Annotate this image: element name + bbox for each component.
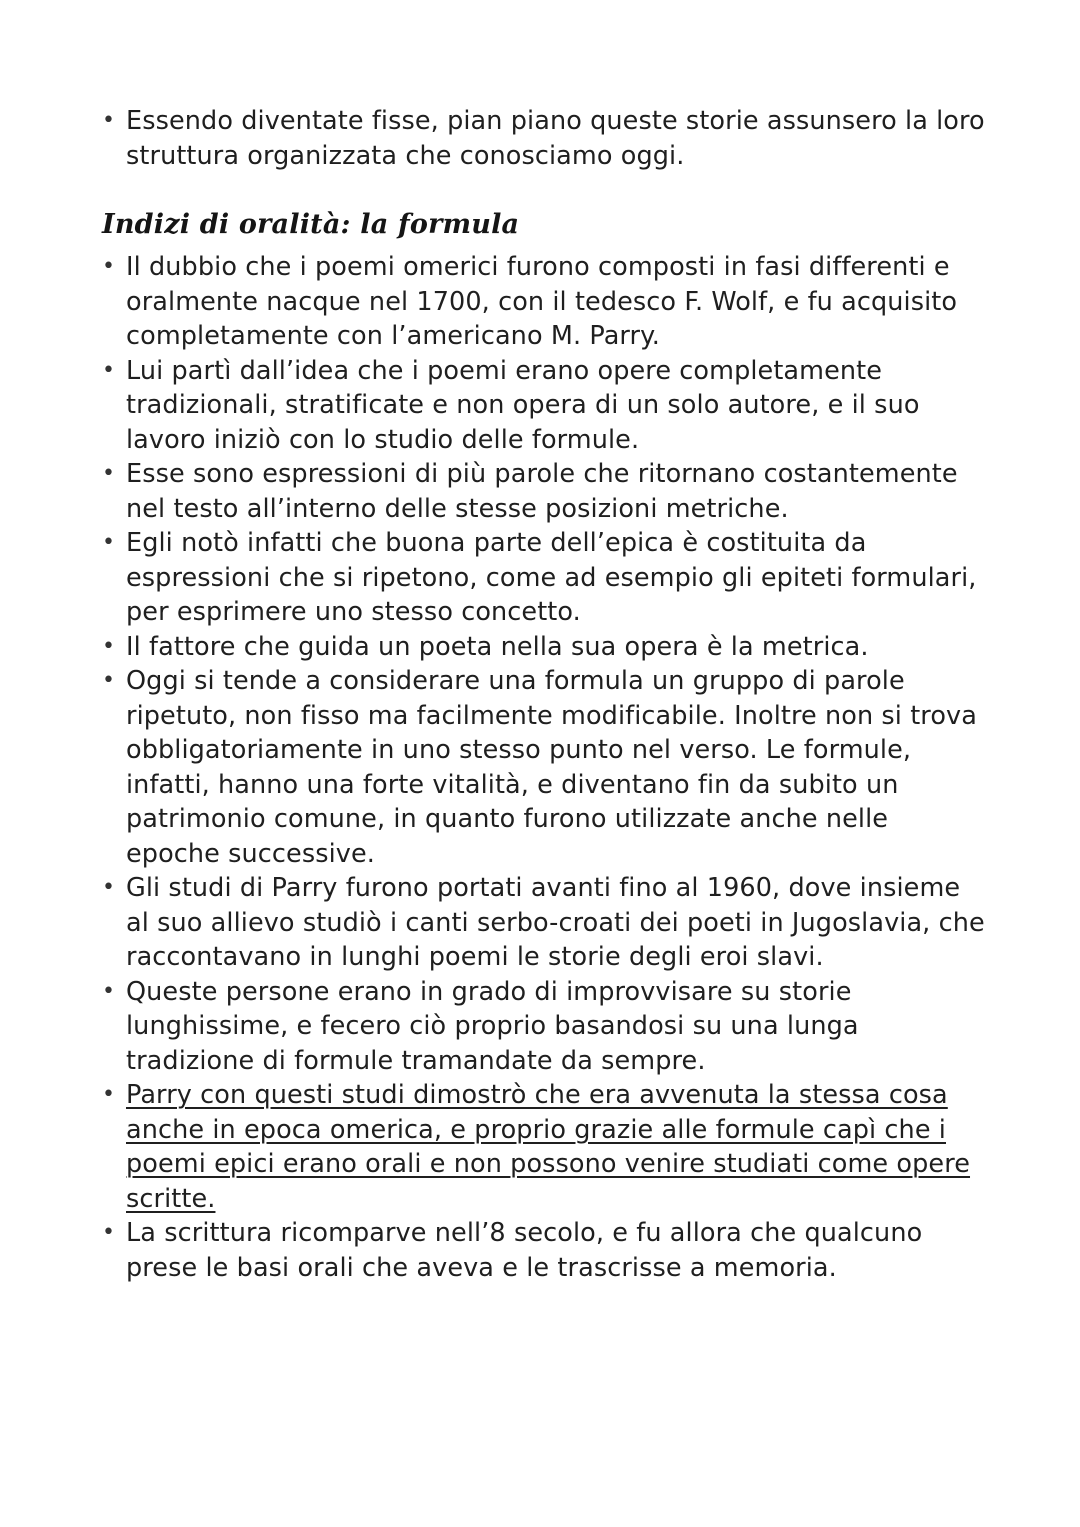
bullet-item: [100, 975, 990, 1079]
bullet-item: [100, 630, 990, 665]
bullet-point-icon: •: [102, 875, 116, 900]
bullet-item: [100, 457, 990, 526]
bullet-text: Gli studi di Parry furono portati avanti fino al 1960, dove insieme al suo allievo studiò i canti serbo-croati dei poeti in Jugoslavia, che raccontavano in lunghi poemi le storie degli eroi slavi.: [126, 873, 985, 972]
bullet-text: Egli notò infatti che buona parte dell’epica è costituita da espressioni che si ripetono, come ad esempio gli epiteti formulari, per esprimere uno stesso concetto.: [126, 528, 977, 627]
bullet-item-underlined: [100, 1078, 990, 1216]
bullet-text: Oggi si tende a considerare una formula un gruppo di parole ripetuto, non fisso ma facilmente modificabile. Inoltre non si trova obbligatoriamente in uno stesso punto nel verso. Le formule, infatti, hanno una forte vitalità, e diventano fin da subito un patrimonio comune, in quanto furono utilizzate anche nelle epoche successive.: [126, 666, 977, 869]
bullet-text: Essendo diventate fisse, pian piano queste storie assunsero la loro struttura organizzata che conosciamo oggi.: [126, 106, 985, 171]
bullet-text: Esse sono espressioni di più parole che ritornano costantemente nel testo all’interno delle stesse posizioni metriche.: [126, 459, 958, 524]
bullet-point-icon: •: [102, 668, 116, 693]
bullet-point-icon: •: [102, 461, 116, 486]
bullet-text: Parry con questi studi dimostrò che era avvenuta la stessa cosa anche in epoca omerica, e proprio grazie alle formule capì che i poemi epici erano orali e non possono venire studiati come opere scritte.: [126, 1080, 971, 1214]
bullet-point-icon: •: [102, 1082, 116, 1107]
bullet-text: Il dubbio che i poemi omerici furono composti in fasi differenti e oralmente nacque nel 1700, con il tedesco F. Wolf, e fu acquisito completamente con l’americano M. Parry.: [126, 252, 958, 351]
intro-bullet-list: [100, 104, 990, 173]
bullet-item: [100, 104, 990, 173]
bullet-point-icon: •: [102, 1220, 116, 1245]
bullet-point-icon: •: [102, 254, 116, 279]
section-heading: Indizi di oralità: la formula: [102, 209, 520, 240]
bullet-item: [100, 354, 990, 458]
bullet-item: [100, 871, 990, 975]
bullet-text: Lui partì dall’idea che i poemi erano opere completamente tradizionali, stratificate e non opera di un solo autore, e il suo lavoro iniziò con lo studio delle formule.: [126, 355, 920, 455]
bullet-point-icon: •: [102, 530, 116, 555]
section-bullet-list: [100, 250, 990, 1285]
bullet-point-icon: •: [102, 108, 116, 133]
bullet-text: Queste persone erano in grado di improvvisare su storie lunghissime, e fecero ciò proprio basandosi su una lunga tradizione di formule tramandate da sempre.: [126, 976, 859, 1076]
bullet-item: [100, 1216, 990, 1285]
bullet-point-icon: •: [102, 357, 116, 383]
bullet-item: [100, 250, 990, 354]
bullet-item: [100, 664, 990, 871]
bullet-text: La scrittura ricomparve nell’8 secolo, e fu allora che qualcuno prese le basi orali che aveva e le trascrisse a memoria.: [126, 1218, 923, 1283]
bullet-item: [100, 526, 990, 630]
bullet-text: Il fattore che guida un poeta nella sua opera è la metrica.: [126, 631, 869, 662]
bullet-point-icon: •: [102, 978, 116, 1004]
bullet-point-icon: •: [102, 633, 116, 659]
